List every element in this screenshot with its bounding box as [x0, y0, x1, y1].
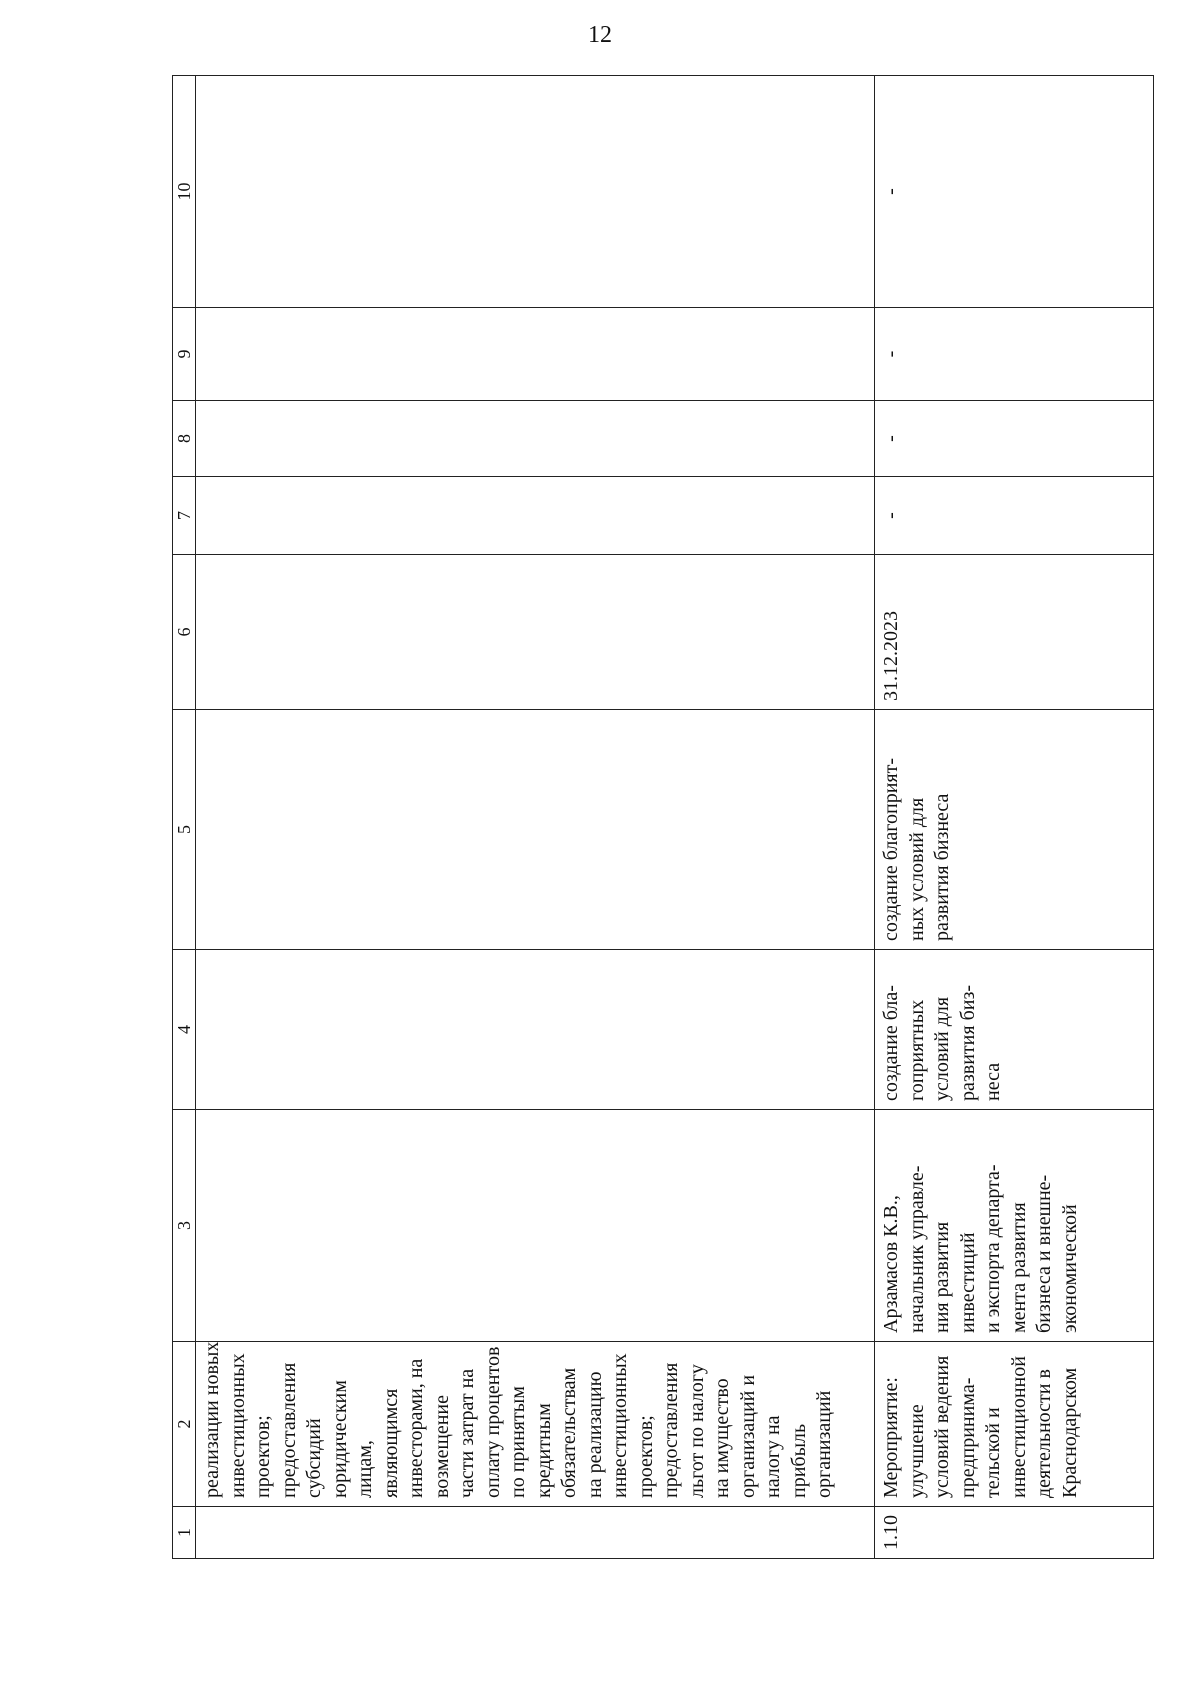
column-number-row	[173, 76, 196, 1559]
cell-deadline: 31.12.2023	[875, 555, 1154, 710]
cell-text-line: предпринима-	[956, 1377, 979, 1498]
cell-text-line: начальник управле-	[905, 1165, 928, 1333]
cell-deadline	[196, 555, 875, 710]
cell-result	[875, 950, 1154, 1110]
cell-text-line: являющимся	[379, 1388, 402, 1498]
cell-text-line: предоставления	[660, 1362, 682, 1498]
page-number: 12	[588, 22, 612, 48]
cell-responsible	[875, 1110, 1154, 1342]
cell-text-line: создание благоприят-	[880, 758, 902, 941]
plan-table	[172, 75, 1154, 1559]
cell-col8: -	[875, 401, 1154, 477]
cell-text-line: неса	[982, 1062, 1004, 1101]
cell-text-line: деятельности в	[1033, 1369, 1055, 1498]
cell-text-line: юридическим	[328, 1380, 351, 1498]
cell-text-line: развития биз-	[956, 984, 979, 1101]
cell-text-line: гоприятных	[905, 999, 928, 1101]
cell-description	[196, 1342, 875, 1507]
column-header-5: 5	[173, 710, 196, 950]
cell-text-line: условий для	[931, 996, 953, 1101]
cell-col9: -	[875, 308, 1154, 401]
cell-text-line: тельской и	[982, 1407, 1004, 1498]
cell-col8	[196, 401, 875, 477]
cell-text-line: прибыль	[787, 1423, 810, 1498]
cell-text-line: и экспорта департа-	[982, 1164, 1004, 1333]
cell-indicator	[875, 710, 1154, 950]
cell-text-line: инвестиционных	[609, 1353, 631, 1498]
cell-text-line: обязательствам	[558, 1367, 580, 1498]
cell-text-line: инвестиций	[956, 1232, 979, 1333]
cell-text-line: на имущество	[711, 1378, 733, 1498]
column-header-9: 9	[173, 308, 196, 401]
cell-text-line: льгот по налогу	[685, 1364, 708, 1498]
cell-col7: -	[875, 477, 1154, 555]
cell-col7	[196, 477, 875, 555]
cell-text-line: налогу на	[762, 1415, 784, 1498]
column-header-10: 10	[173, 76, 196, 308]
cell-text-line: реализации новых	[201, 1341, 223, 1498]
cell-number	[196, 1507, 875, 1559]
plan-table-rotated	[172, 76, 1137, 1559]
cell-text-line: проектов;	[634, 1415, 657, 1498]
cell-text-line: организаций и	[736, 1374, 759, 1498]
cell-text-line: инвесторами, на	[405, 1358, 427, 1498]
cell-text-line: субсидий	[303, 1418, 325, 1498]
cell-text-line: оплату процентов	[481, 1346, 504, 1498]
cell-description	[875, 1342, 1154, 1507]
cell-indicator	[196, 710, 875, 950]
cell-text-line: ных условий для	[905, 797, 928, 941]
column-header-6: 6	[173, 555, 196, 710]
cell-text-line: Мероприятие:	[880, 1377, 902, 1498]
cell-text-line: части затрат на	[456, 1368, 478, 1498]
cell-text-line: развития бизнеса	[931, 793, 953, 941]
cell-text-line: инвестиционной	[1007, 1356, 1030, 1498]
cell-text-line: инвестиционных	[226, 1353, 249, 1498]
cell-text-line: по принятым	[507, 1386, 529, 1498]
column-header-7: 7	[173, 477, 196, 555]
cell-text-line: организаций	[813, 1390, 835, 1498]
column-header-1: 1	[173, 1507, 196, 1559]
cell-text-line: бизнеса и внешне-	[1033, 1174, 1055, 1333]
cell-text-line: улучшение	[905, 1404, 928, 1498]
column-header-3: 3	[173, 1110, 196, 1342]
cell-text-line: ния развития	[931, 1221, 953, 1333]
cell-text-line: лицам,	[354, 1440, 376, 1498]
column-header-8: 8	[173, 401, 196, 477]
table-row-1-10	[875, 76, 1154, 1559]
cell-text-line: на реализацию	[583, 1371, 606, 1498]
cell-text-line: создание бла-	[880, 985, 902, 1101]
cell-text-line: возмещение	[430, 1394, 453, 1498]
cell-col10	[196, 76, 875, 308]
cell-responsible	[196, 1110, 875, 1342]
cell-text-line: экономической	[1058, 1204, 1081, 1333]
cell-text-line: Краснодарском	[1058, 1367, 1081, 1498]
cell-text-line: Арзамасов К.В.,	[880, 1195, 902, 1333]
cell-result	[196, 950, 875, 1110]
column-header-4: 4	[173, 950, 196, 1110]
cell-text-line: кредитным	[532, 1403, 555, 1498]
cell-col10: -	[875, 76, 1154, 308]
cell-text-line: условий ведения	[931, 1355, 953, 1498]
cell-text-line: проектов;	[252, 1415, 274, 1498]
column-header-2: 2	[173, 1342, 196, 1507]
cell-text-line: предоставления	[277, 1362, 300, 1498]
cell-number: 1.10	[875, 1507, 1154, 1559]
cell-col9	[196, 308, 875, 401]
table-row-continuation	[196, 76, 875, 1559]
cell-text-line: мента развития	[1007, 1202, 1030, 1333]
